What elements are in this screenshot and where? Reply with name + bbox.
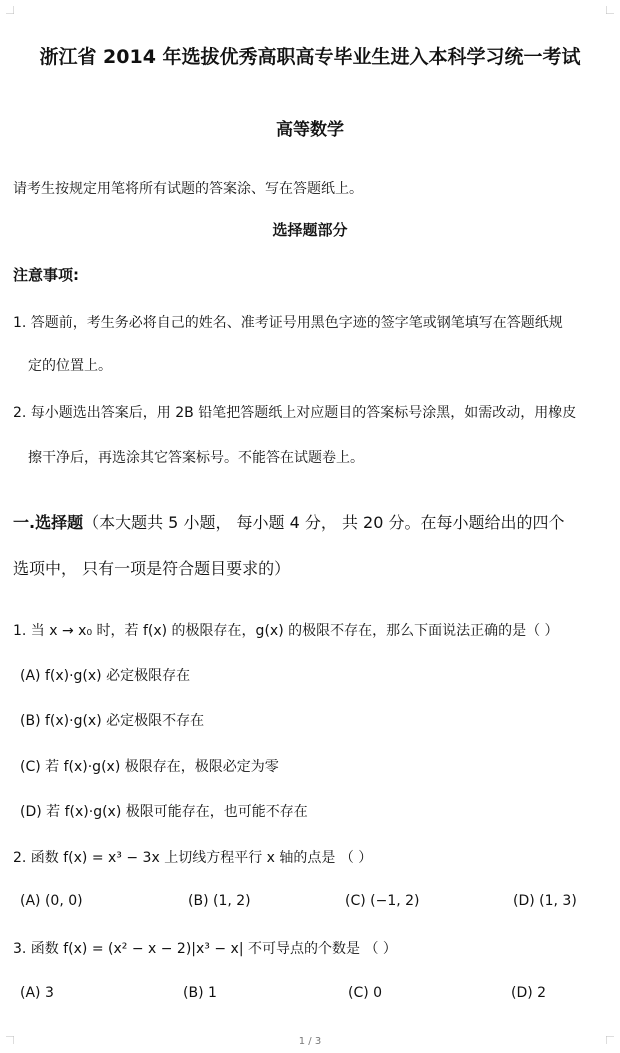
note-1-line-2: 定的位置上。: [28, 358, 112, 374]
note-2-line-1: 2. 每小题选出答案后，用 2B 铅笔把答题纸上对应题目的答案标号涂黑，如需改动，用橡皮: [13, 405, 577, 421]
part-label: 一.选择题: [13, 513, 84, 532]
question-1-stem: 1. 当 x → x₀ 时，若 f(x) 的极限存在，g(x) 的极限不存在，那么下面说法正确的是（ ）: [13, 623, 559, 639]
question-3-option-c: (C) 0: [348, 985, 383, 1001]
part-description-line-1: （本大题共 5 小题， 每小题 4 分， 共 20 分。在每小题给出的四个: [83, 513, 565, 532]
question-2-option-c: (C) (−1, 2): [345, 893, 420, 909]
question-1-option-b: (B) f(x)·g(x) 必定极限不存在: [20, 713, 205, 729]
exam-title: 浙江省 2014 年选拔优秀高职高专毕业生进入本科学习统一考试: [39, 46, 581, 68]
question-3-option-d: (D) 2: [511, 985, 547, 1001]
part-heading: [13, 510, 565, 533]
question-1-option-a: (A) f(x)·g(x) 必定极限存在: [20, 668, 191, 684]
note-1-line-1: 1. 答题前，考生务必将自己的姓名、准考证号用黑色字迹的签字笔或钢笔填写在答题纸规: [13, 315, 563, 331]
question-2-option-d: (D) (1, 3): [513, 893, 577, 909]
page-number: 1 / 3: [298, 1036, 322, 1047]
exam-subject: 高等数学: [276, 120, 344, 140]
part-description-line-2: 选项中， 只有一项是符合题目要求的）: [13, 559, 291, 578]
crop-mark-top-left: [6, 6, 14, 14]
question-2-option-b: (B) (1, 2): [188, 893, 251, 909]
question-3-stem: 3. 函数 f(x) = (x² − x − 2)|x³ − x| 不可导点的个数是 （ ）: [13, 941, 397, 957]
instruction-text: 请考生按规定用笔将所有试题的答案涂、写在答题纸上。: [13, 181, 363, 197]
note-2-line-2: 擦干净后，再选涂其它答案标号。不能答在试题卷上。: [28, 450, 364, 466]
crop-mark-top-right: [606, 6, 614, 14]
question-2-stem: 2. 函数 f(x) = x³ − 3x 上切线方程平行 x 轴的点是 （ ）: [13, 850, 373, 866]
question-2-option-a: (A) (0, 0): [20, 893, 83, 909]
question-1-option-d: (D) 若 f(x)·g(x) 极限可能存在，也可能不存在: [20, 804, 308, 820]
question-3-option-a: (A) 3: [20, 985, 54, 1001]
notice-title: 注意事项:: [13, 266, 79, 284]
question-1-option-c: (C) 若 f(x)·g(x) 极限存在，极限必定为零: [20, 759, 279, 775]
question-3-option-b: (B) 1: [183, 985, 217, 1001]
section-title: 选择题部分: [272, 221, 348, 239]
